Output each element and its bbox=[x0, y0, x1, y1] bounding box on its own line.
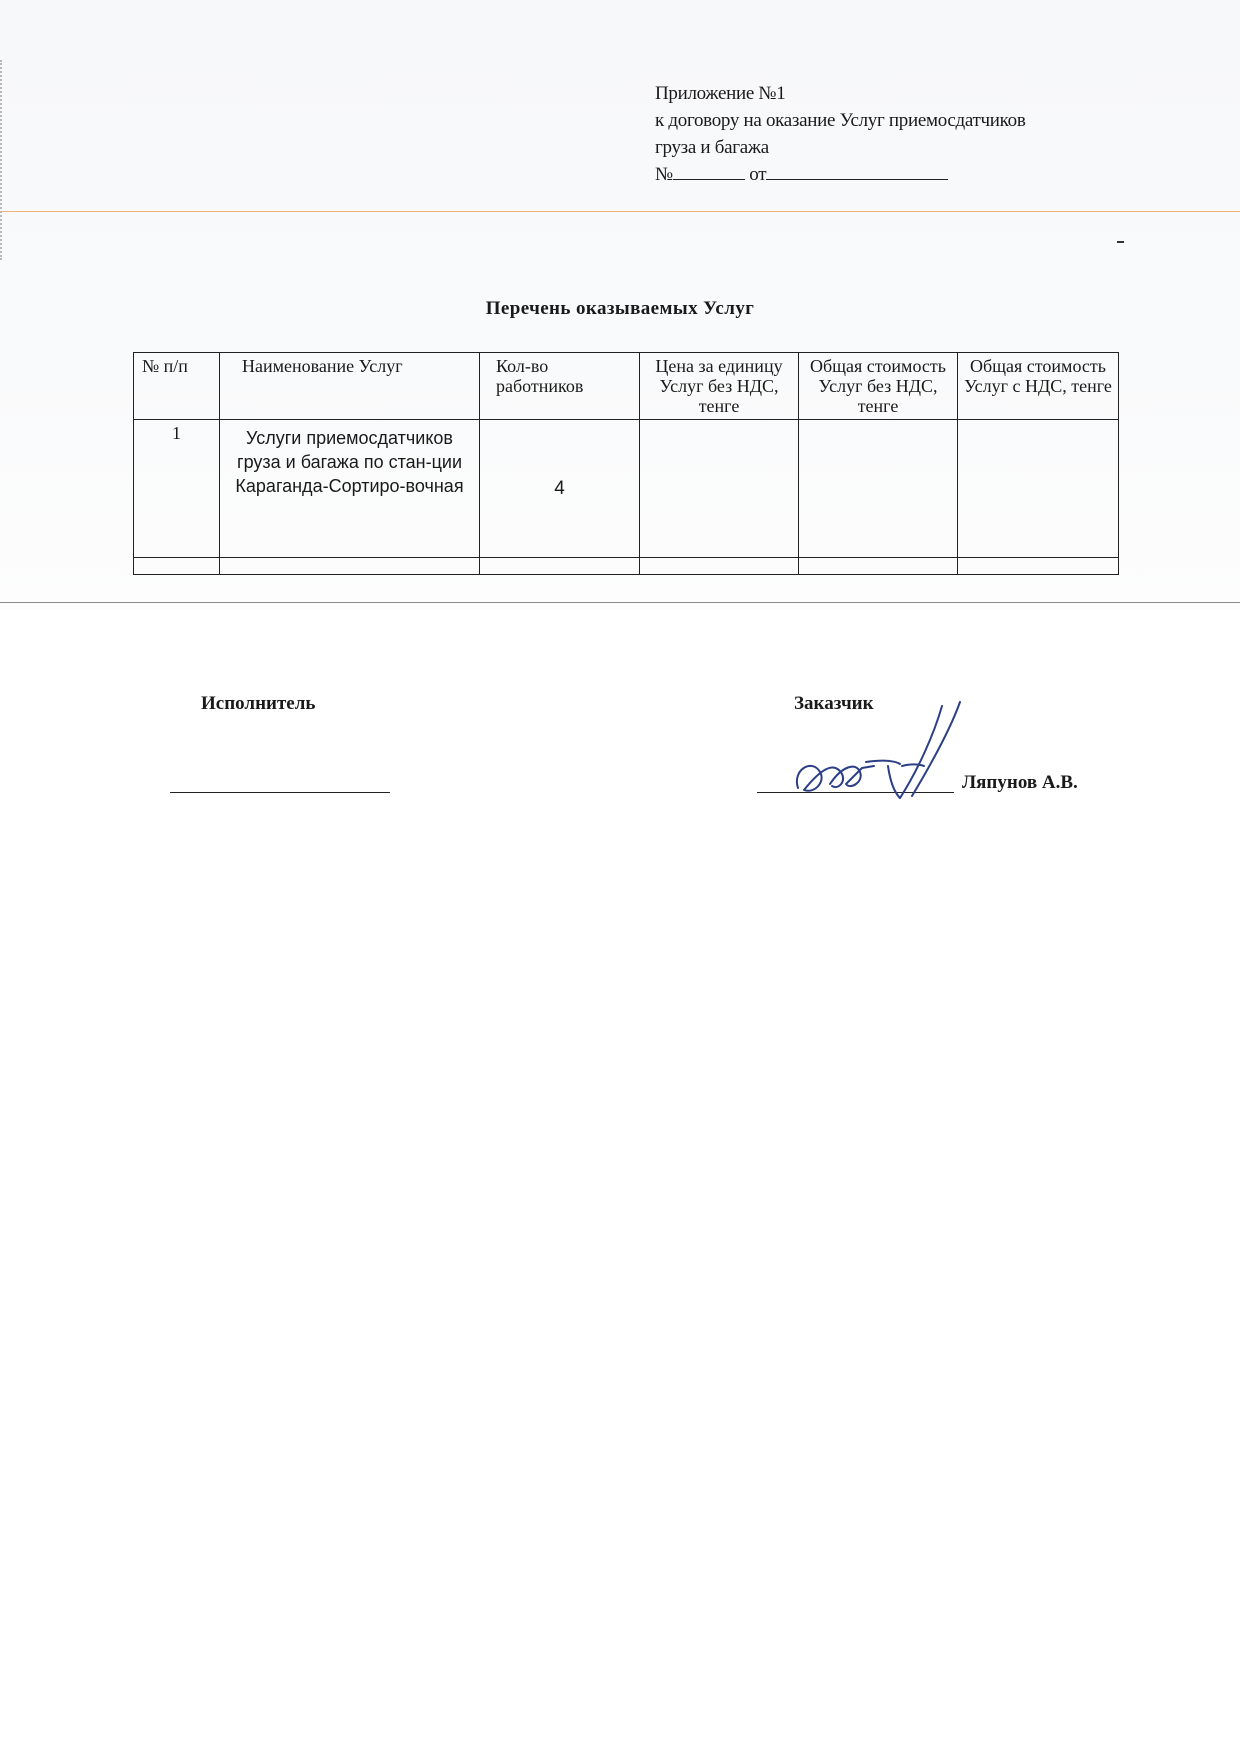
cell-empty bbox=[640, 558, 799, 575]
appendix-title: Приложение №1 bbox=[655, 83, 786, 104]
number-label: № bbox=[655, 164, 673, 185]
col-header-unit-price: Цена за единицу Услуг без НДС, тенге bbox=[640, 353, 799, 420]
cell-total-with-vat bbox=[958, 420, 1119, 558]
cell-unit-price bbox=[640, 420, 799, 558]
table-header-row bbox=[134, 353, 1119, 420]
col-header-workers: Кол-во работников bbox=[480, 353, 640, 420]
appendix-header bbox=[655, 80, 1026, 188]
scan-artifact-line bbox=[0, 602, 1240, 603]
customer-signer-name: Ляпунов А.В. bbox=[962, 772, 1078, 793]
cell-empty bbox=[480, 558, 640, 575]
table-row bbox=[134, 420, 1119, 558]
executor-signature-line bbox=[170, 792, 390, 793]
col-header-number: № п/п bbox=[134, 353, 220, 420]
cell-empty bbox=[958, 558, 1119, 575]
appendix-contract-ref: к договору на оказание Услуг приемосдатчиков bbox=[655, 110, 1026, 131]
cell-service-name: Услуги приемосдатчиков груза и багажа по стан-ции Караганда-Сортиро-вочная bbox=[220, 420, 480, 558]
appendix-number-date bbox=[655, 161, 1026, 188]
col-header-total-no-vat: Общая стоимость Услуг без НДС, тенге bbox=[799, 353, 958, 420]
customer-label: Заказчик bbox=[794, 693, 874, 714]
appendix-contract-subject: груза и багажа bbox=[655, 137, 769, 158]
handwritten-signature bbox=[790, 700, 970, 805]
scan-edge-marks bbox=[0, 60, 6, 260]
document-title: Перечень оказываемых Услуг bbox=[485, 298, 755, 319]
number-blank bbox=[673, 161, 745, 180]
col-header-service-name: Наименование Услуг bbox=[220, 353, 480, 420]
cell-number: 1 bbox=[134, 420, 220, 558]
executor-label: Исполнитель bbox=[201, 693, 316, 714]
cell-workers: 4 bbox=[480, 420, 640, 558]
services-table bbox=[133, 352, 1119, 575]
cell-total-no-vat bbox=[799, 420, 958, 558]
cell-empty bbox=[799, 558, 958, 575]
table-row-empty bbox=[134, 558, 1119, 575]
scan-dash-mark bbox=[1117, 241, 1124, 243]
cell-empty bbox=[220, 558, 480, 575]
col-header-total-with-vat: Общая стоимость Услуг с НДС, тенге bbox=[958, 353, 1119, 420]
date-blank bbox=[766, 161, 948, 180]
scan-artifact-line bbox=[0, 211, 1240, 212]
cell-empty bbox=[134, 558, 220, 575]
date-label: от bbox=[749, 164, 767, 185]
